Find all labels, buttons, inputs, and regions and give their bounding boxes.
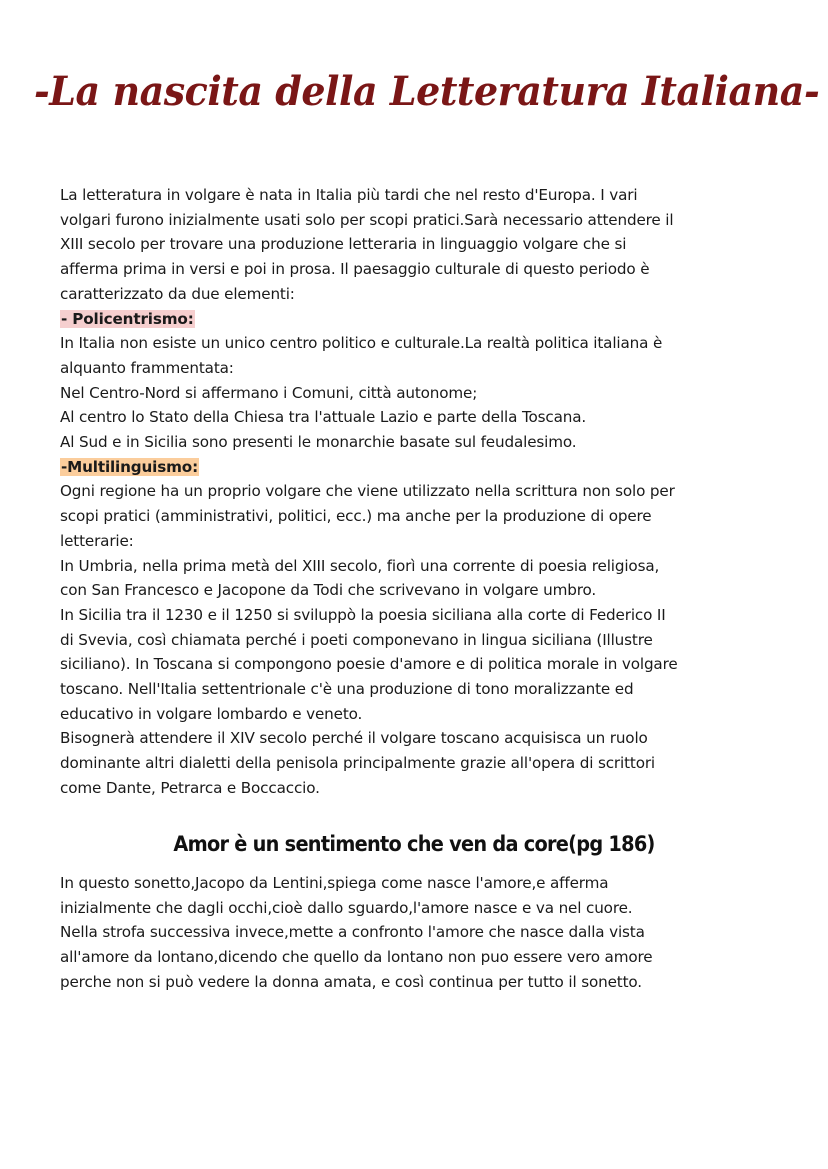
sonetto-section: [60, 871, 770, 995]
paragraph-line: all'amore da lontano,dicendo che quello da lontano non puo essere vero amore: [60, 948, 653, 967]
multilinguismo-heading: -Multilinguismo:: [61, 457, 198, 476]
paragraph-line: letterarie:: [60, 531, 134, 550]
paragraph-line: educativo in volgare lombardo e veneto.: [60, 704, 363, 723]
paragraph-line: perche non si può vedere la donna amata, e così continua per tutto il sonetto.: [60, 972, 642, 991]
paragraph-line: alquanto frammentata:: [60, 358, 234, 377]
paragraph-line: Al Sud e in Sicilia sono presenti le monarchie basate sul feudalesimo.: [60, 433, 577, 452]
paragraph-line: Al centro lo Stato della Chiesa tra l'attuale Lazio e parte della Toscana.: [60, 408, 587, 427]
paragraph-line: caratterizzato da due elementi:: [60, 284, 295, 303]
multilinguismo-heading-line: [60, 455, 770, 480]
paragraph-line: con San Francesco e Jacopone da Todi che scrivevano in volgare umbro.: [60, 581, 597, 600]
paragraph-line: siciliano). In Toscana si compongono poesie d'amore e di politica morale in volgare: [60, 655, 678, 674]
page-title: -La nascita della Letteratura Italiana-: [34, 68, 820, 115]
paragraph-line: di Svevia, così chiamata perché i poeti componevano in lingua siciliana (Illustre: [60, 630, 653, 649]
paragraph-line: Ogni regione ha un proprio volgare che viene utilizzato nella scrittura non solo per: [60, 482, 675, 501]
paragraph-line: Bisognerà attendere il XIV secolo perché il volgare toscano acquisisca un ruolo: [60, 729, 648, 748]
paragraph-line: scopi pratici (amministrativi, politici, ecc.) ma anche per la produzione di opere: [60, 507, 652, 526]
policentrismo-heading-line: [60, 307, 770, 332]
paragraph-line: inizialmente che dagli occhi,cioè dallo sguardo,l'amore nasce e va nel cuore.: [60, 898, 633, 917]
paragraph-line: In Italia non esiste un unico centro politico e culturale.La realtà politica italiana è: [60, 334, 663, 353]
paragraph-line: Nel Centro-Nord si affermano i Comuni, città autonome;: [60, 383, 478, 402]
sonetto-heading: Amor è un sentimento che ven da core(pg 186): [173, 832, 655, 856]
paragraph-line: In Sicilia tra il 1230 e il 1250 si sviluppò la poesia siciliana alla corte di Federico II: [60, 605, 666, 624]
paragraph-line: La letteratura in volgare è nata in Italia più tardi che nel resto d'Europa. I vari: [60, 186, 638, 204]
paragraph-line: come Dante, Petrarca e Boccaccio.: [60, 778, 320, 797]
paragraph-line: volgari furono inizialmente usati solo per scopi pratici.Sarà necessario attendere il: [60, 210, 674, 229]
paragraph-line: In Umbria, nella prima metà del XIII secolo, fiorì una corrente di poesia religiosa,: [60, 556, 660, 575]
paragraph-line: XIII secolo per trovare una produzione letteraria in linguaggio volgare che si: [60, 235, 627, 254]
paragraph-line: In questo sonetto,Jacopo da Lentini,spiega come nasce l'amore,e afferma: [60, 874, 609, 892]
paragraph-line: afferma prima in versi e poi in prosa. Il paesaggio culturale di questo periodo è: [60, 260, 650, 279]
paragraph-line: Nella strofa successiva invece,mette a confronto l'amore che nasce dalla vista: [60, 923, 645, 942]
paragraph-line: toscano. Nell'Italia settentrionale c'è una produzione di tono moralizzante ed: [60, 680, 634, 699]
policentrismo-heading: - Policentrismo:: [61, 309, 194, 328]
paragraph-line: dominante altri dialetti della penisola principalmente grazie all'opera di scrittori: [60, 754, 656, 773]
intro-section: [60, 183, 770, 801]
